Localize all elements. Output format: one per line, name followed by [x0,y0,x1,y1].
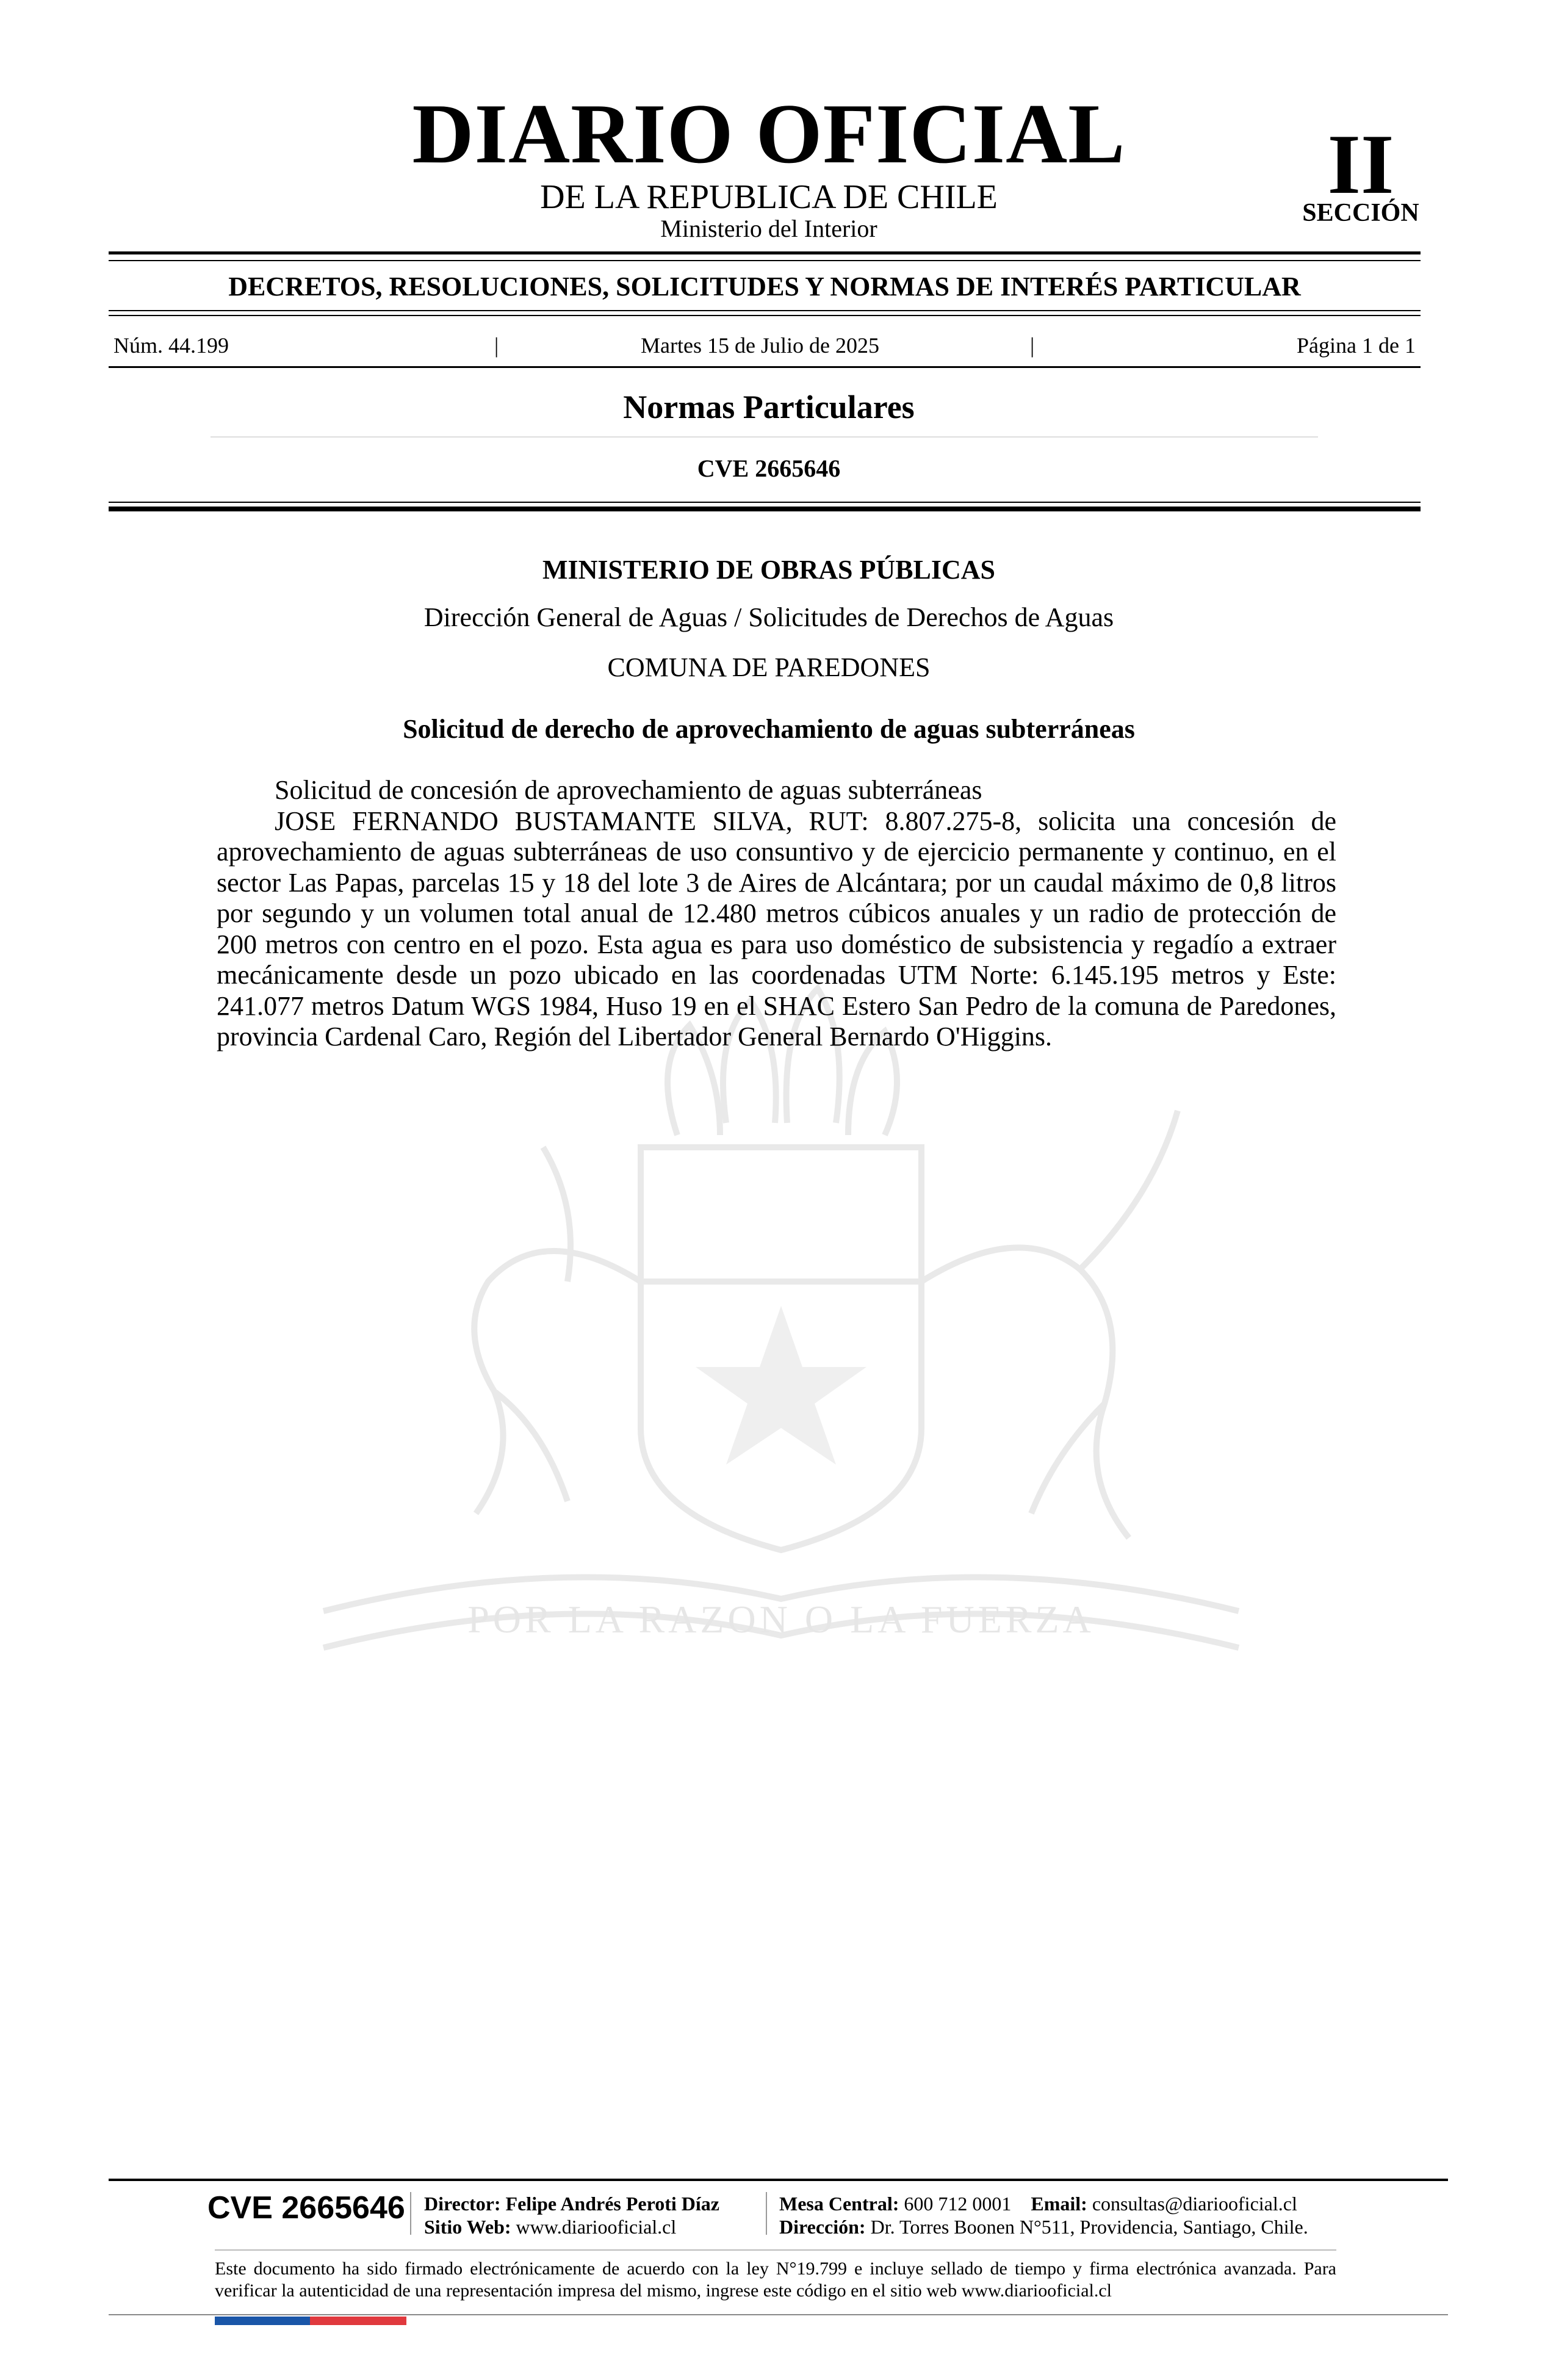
email-label: Email: [1031,2193,1087,2215]
footer-rule-top [109,2179,1448,2181]
footer-divider [215,2249,1336,2251]
address-label: Dirección: [779,2216,866,2238]
footer-separator-2 [766,2192,767,2235]
flag-stripe-blue [215,2317,310,2325]
body-text [217,775,1336,1053]
masthead-subtitle: DE LA REPUBLICA DE CHILE [540,178,998,216]
section-label: SECCIÓN [1302,199,1419,227]
direction-heading: Dirección General de Aguas / Solicitudes de Derechos de Aguas [423,602,1114,632]
category-rule-bottom [109,315,1421,316]
coat-of-arms-watermark [201,964,1361,1697]
footer-cve-code: CVE 2665646 [207,2190,405,2226]
norm-title: Normas Particulares [623,389,915,425]
page-count: Página 1 de 1 [1297,333,1416,358]
info-separator-right: | [1030,333,1035,358]
issue-number: Núm. 44.199 [113,333,229,358]
website-link[interactable]: www.diariooficial.cl [516,2216,677,2238]
issue-info-row [109,334,1421,359]
subject-heading: Solicitud de derecho de aprovechamiento de aguas subterráneas [403,714,1135,744]
footer-rule-bottom [109,2314,1448,2315]
footer-legal-notice: Este documento ha sido firmado electrónicamente de acuerdo con la ley N°19.799 e incluye sellado de tiempo y firma electrónica avanzada. Para verificar la autenticidad de una representación impresa del mismo, ingrese este código en el sitio web www.diariooficial.cl [215,2259,1336,2301]
masthead-ministry: Ministerio del Interior [660,215,877,242]
phone-label: Mesa Central: [779,2193,899,2215]
header-rule-thin [109,502,1421,503]
info-rule [109,366,1421,368]
director-name: Felipe Andrés Peroti Díaz [505,2193,719,2215]
category-heading: DECRETOS, RESOLUCIONES, SOLICITUDES Y NORMAS DE INTERÉS PARTICULAR [228,272,1301,301]
body-paragraph-2: JOSE FERNANDO BUSTAMANTE SILVA, RUT: 8.807.275-8, solicita una concesión de aprovechamiento de aguas subterráneas de uso consuntivo y de ejercicio permanente y continuo, en el sector Las Papas, parcelas 15 y 18 del lote 3 de Aires de Alcántara; por un caudal máximo de 0,8 litros por segundo y un volumen total anual de 12.480 metros cúbicos anuales y un radio de protección de 200 metros con centro en el pozo. Esta agua es para uso doméstico de subsistencia y regadío a extraer mecánicamente desde un pozo ubicado en las coordenadas UTM Norte: 6.145.195 metros y Este: 241.077 metros Datum WGS 1984, Huso 19 en el SHAC Estero San Pedro de la comuna de Paredones, provincia Cardenal Caro, Región del Libertador General Bernardo O'Higgins. [217,806,1336,1051]
category-rule-top [109,310,1421,311]
footer-contact-block [779,2192,1308,2238]
body-paragraph-1: Solicitud de concesión de aprovechamiento de aguas subterráneas [275,775,982,805]
cve-code: CVE 2665646 [697,455,841,482]
website-label: Sitio Web: [424,2216,511,2238]
watermark-motto: POR LA RAZON O LA FUERZA [467,1598,1095,1641]
section-number: II [1327,117,1394,212]
header-rule-thick [109,507,1421,511]
masthead-rule-thick [109,251,1421,254]
footer-separator-1 [410,2192,411,2235]
address-text: Dr. Torres Boonen N°511, Providencia, Santiago, Chile. [870,2216,1308,2238]
footer-director-block [424,2192,719,2238]
info-separator-left: | [494,333,499,358]
ministry-heading: MINISTERIO DE OBRAS PÚBLICAS [542,555,996,585]
norm-title-divider [211,436,1318,438]
flag-stripe-red [310,2317,406,2325]
director-label: Director: [424,2193,501,2215]
phone-number: 600 712 0001 [904,2193,1012,2215]
masthead-rule-thin [109,260,1421,261]
masthead-title: DIARIO OFICIAL [412,87,1126,181]
commune-heading: COMUNA DE PAREDONES [607,652,931,682]
email-link[interactable]: consultas@diariooficial.cl [1092,2193,1297,2215]
issue-date: Martes 15 de Julio de 2025 [641,333,879,358]
